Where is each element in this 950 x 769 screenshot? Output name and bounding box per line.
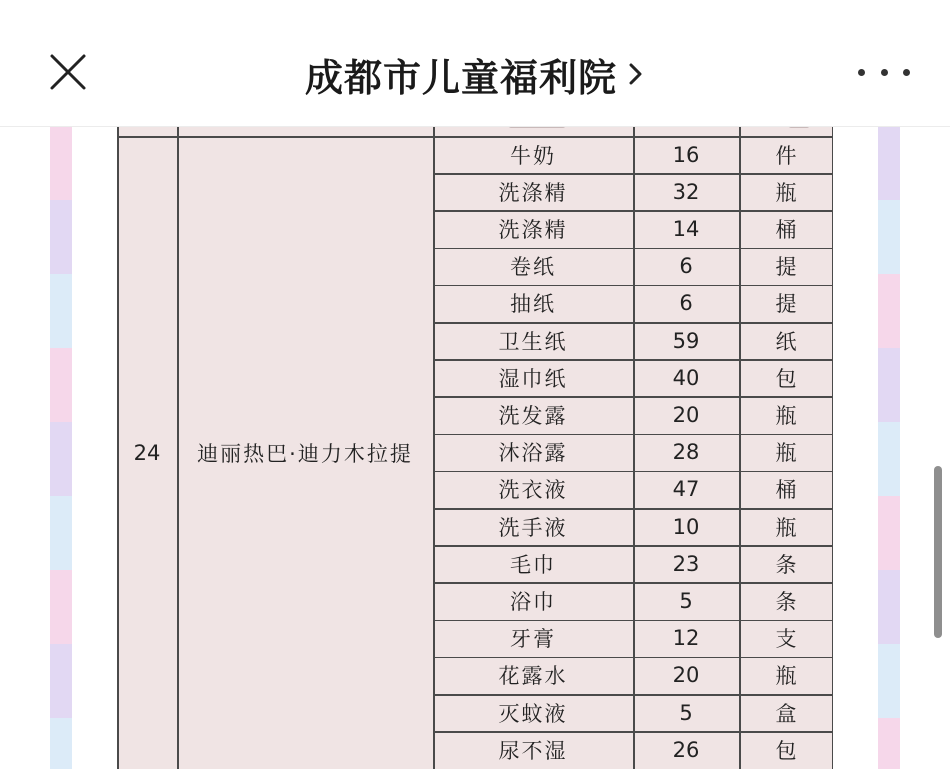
item-name-cell: 灭蚊液 [498, 701, 568, 726]
quantity-cell: 5 [679, 700, 693, 725]
quantity-cell: 26 [672, 737, 700, 762]
item-name-cell: 尿不湿 [498, 738, 568, 763]
item-name-cell: 牙膏 [510, 627, 556, 652]
unit-cell: 条 [775, 589, 797, 614]
donor-name-cell: 迪丽热巴·迪力木拉提 [197, 441, 413, 466]
quantity-cell: 59 [672, 328, 700, 353]
unit-cell: 盒 [775, 701, 797, 726]
page-title: 成都市儿童福利院 [304, 55, 617, 100]
item-name-cell: 花露水 [498, 664, 568, 689]
column-divider [739, 126, 741, 769]
quantity-cell: 23 [672, 551, 700, 576]
column-divider [117, 126, 119, 769]
quantity-cell: 14 [672, 216, 700, 241]
column-divider [433, 126, 435, 769]
unit-cell: 瓶 [775, 515, 797, 540]
unit-cell: 瓶 [775, 664, 797, 689]
column-divider [177, 126, 179, 769]
unit-cell: 瓶 [775, 403, 797, 428]
table-top-line [117, 136, 833, 138]
item-name-cell: 牛奶 [510, 143, 556, 168]
quantity-cell: 32 [672, 179, 700, 204]
unit-cell: 纸 [775, 329, 797, 354]
quantity-cell: 20 [672, 402, 700, 427]
left-decorative-border [50, 126, 72, 769]
quantity-cell: 6 [679, 254, 693, 279]
donation-table [117, 126, 833, 769]
quantity-cell: 47 [672, 477, 700, 502]
quantity-cell: 12 [672, 626, 700, 651]
article-image-area [0, 126, 950, 769]
unit-cell: 桶 [775, 217, 797, 242]
item-name-cell: 毛巾 [510, 552, 556, 577]
account-title-link[interactable] [0, 44, 950, 104]
donor-index-cell: 24 [133, 440, 161, 465]
quantity-cell: 6 [679, 291, 693, 316]
item-name-cell: 洗发露 [498, 403, 568, 428]
more-dots-icon [858, 69, 865, 76]
item-name-cell: 洗涤精 [498, 180, 568, 205]
quantity-cell: 16 [672, 142, 700, 167]
vertical-scrollbar[interactable] [934, 466, 942, 638]
unit-cell: 瓶 [775, 441, 797, 466]
item-name-cell: 抽纸 [510, 292, 556, 317]
column-divider [633, 126, 635, 769]
item-name-cell: 湿巾纸 [498, 366, 568, 391]
item-name-cell: 卷纸 [510, 255, 556, 280]
unit-cell: 包 [775, 738, 797, 763]
chevron-right-icon [627, 59, 645, 89]
item-name-cell: 浴巾 [510, 589, 556, 614]
item-name-cell: 沐浴露 [498, 441, 568, 466]
item-name-cell: 卫生纸 [498, 329, 568, 354]
column-divider [832, 126, 834, 769]
quantity-cell: 5 [679, 588, 693, 613]
item-name-cell: 洗手液 [498, 515, 568, 540]
quantity-cell: 10 [672, 514, 700, 539]
quantity-cell: 40 [672, 365, 700, 390]
quantity-cell: 28 [672, 440, 700, 465]
unit-cell: 提 [775, 255, 797, 280]
item-name-cell: 洗涤精 [498, 217, 568, 242]
unit-cell: 桶 [775, 478, 797, 503]
top-nav-bar [0, 0, 950, 127]
right-decorative-border [878, 126, 900, 769]
unit-cell: 包 [775, 366, 797, 391]
unit-cell: 支 [775, 627, 797, 652]
unit-cell: 条 [775, 552, 797, 577]
item-name-cell: 洗衣液 [498, 478, 568, 503]
unit-cell: 件 [775, 143, 797, 168]
unit-cell: 瓶 [775, 180, 797, 205]
quantity-cell: 20 [672, 663, 700, 688]
unit-cell: 提 [775, 292, 797, 317]
more-options-button[interactable] [858, 58, 910, 86]
